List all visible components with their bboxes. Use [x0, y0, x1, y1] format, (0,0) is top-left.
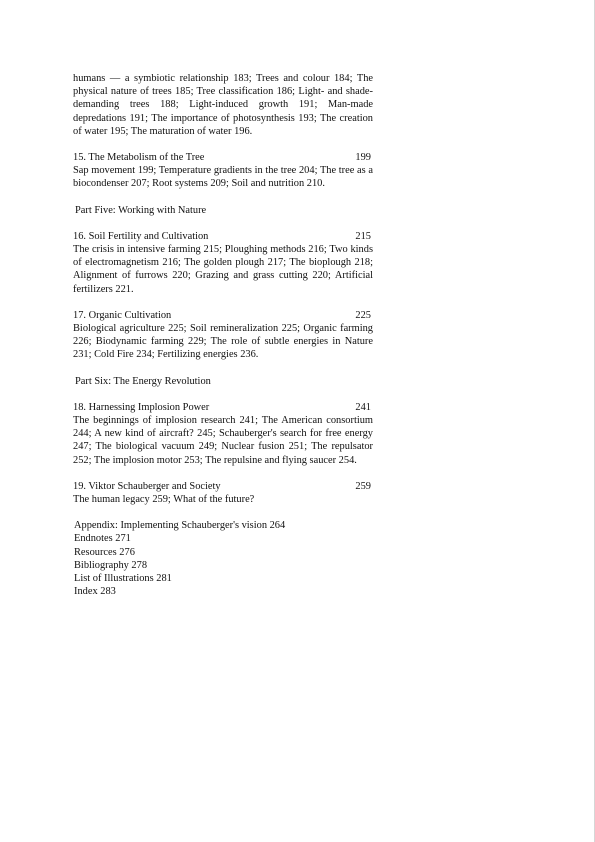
- chapter-17-entry: [73, 309, 373, 362]
- chapter-15-entry: [73, 151, 373, 191]
- chapter-16-description: The crisis in intensive farming 215; Ploughing methods 216; Two kinds of electromagnetism 216; The golden plough 217; The bioplough 218; Alignment of furrows 220; Grazing and grass cutting 220; Artificial fertilizers 221.: [73, 244, 373, 295]
- chapter-17-heading: [73, 309, 373, 322]
- part-six-heading: Part Six: The Energy Revolution: [75, 375, 211, 387]
- chapter-19-description: The human legacy 259; What of the future?: [73, 494, 255, 506]
- chapter-18-entry: [73, 401, 373, 467]
- chapter-16-page: 215: [355, 230, 371, 242]
- back-matter-illustrations: List of Illustrations 281: [74, 573, 172, 585]
- chapter-15-page: 199: [355, 152, 371, 164]
- back-matter-appendix: Appendix: Implementing Schauberger's vision 264: [74, 520, 286, 532]
- chapter-19-entry: [73, 480, 373, 506]
- chapter-16-title: 16. Soil Fertility and Cultivation: [73, 230, 209, 242]
- chapter-19-title: 19. Viktor Schauberger and Society: [73, 480, 221, 492]
- chapter-17-page: 225: [355, 309, 371, 321]
- back-matter-resources: Resources 276: [74, 546, 135, 558]
- chapter-15-heading: [73, 151, 373, 164]
- chapter-16-heading: [73, 230, 373, 243]
- table-of-contents: [73, 72, 373, 599]
- chapter-14-continued-text: humans — a symbiotic relationship 183; Trees and colour 184; The physical nature of trees 185; Tree classification 186; Light- and shade-demanding trees 188; Light-induced growth 191; Man-made depredations 191; The importance of photosynthesis 193; The creation of water 195; The maturation of water 196.: [73, 73, 373, 137]
- back-matter-endnotes: Endnotes 271: [74, 533, 131, 545]
- chapter-18-heading: [73, 401, 373, 414]
- back-matter-bibliography: Bibliography 278: [74, 559, 148, 571]
- back-matter-index: Index 283: [74, 586, 116, 598]
- chapter-17-description: Biological agriculture 225; Soil remineralization 225; Organic farming 226; Biodynamic farming 229; The role of subtle energies in Nature 231; Cold Fire 234; Fertilizing energies 236.: [73, 323, 373, 361]
- chapter-19-heading: [73, 480, 373, 493]
- chapter-17-title: 17. Organic Cultivation: [73, 309, 172, 321]
- chapter-18-page: 241: [355, 401, 371, 413]
- chapter-18-title: 18. Harnessing Implosion Power: [73, 401, 210, 413]
- chapter-15-description: Sap movement 199; Temperature gradients in the tree 204; The tree as a biocondenser 207; Root systems 209; Soil and nutrition 210.: [73, 165, 373, 190]
- chapter-16-entry: [73, 230, 373, 296]
- back-matter-list: [73, 519, 373, 598]
- chapter-15-title: 15. The Metabolism of the Tree: [73, 152, 205, 164]
- chapter-19-page: 259: [355, 480, 371, 492]
- part-five-heading: Part Five: Working with Nature: [75, 204, 207, 216]
- chapter-18-description: The beginnings of implosion research 241; The American consortium 244; A new kind of aircraft? 245; Schauberger's search for free energy 247; The biological vacuum 249; Nuclear fusion 251; The repulsator 252; The implosion motor 253; The repulsine and flying saucer 254.: [73, 415, 373, 466]
